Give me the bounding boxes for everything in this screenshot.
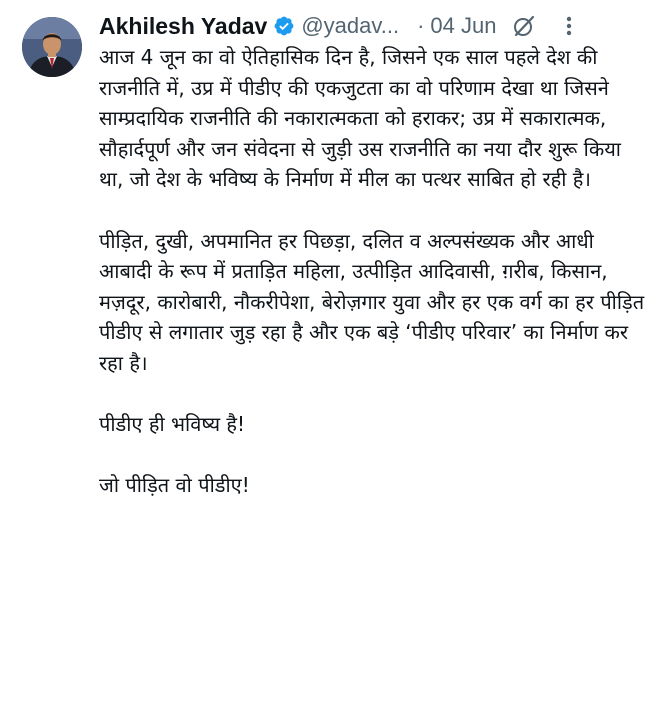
tweet-paragraph: आज 4 जून का वो ऐतिहासिक दिन है, जिसने एक साल पहले देश की राजनीति में, उप्र में पीडीए की एकजुटता का वो परिणाम देखा था जिसने साम्प्रदायिक राजनीति की नकारात्मकता को हराकर; उप्र में सकारात्मक, सौहार्दपूर्ण और जन संवेदना से जुड़ी उस राजनीति का नया दौर शुरू किया था, जो देश के भविष्य के निर्माण में मील का पत्थर साबित हो रही है। (99, 45, 621, 192)
separator-dot: · (417, 13, 425, 38)
avatar-photo (22, 17, 82, 77)
avatar[interactable] (22, 17, 82, 77)
author-handle[interactable]: @yadav... (301, 13, 400, 38)
tweet-text (99, 42, 647, 501)
tweet-date[interactable]: 04 Jun (430, 13, 497, 38)
verified-badge-icon (273, 15, 295, 37)
tweet-paragraph: पीडीए ही भविष्य है! (99, 412, 246, 437)
author-name[interactable]: Akhilesh Yadav (99, 12, 268, 39)
grok-icon[interactable] (512, 14, 536, 38)
tweet-header (99, 8, 644, 44)
tweet-paragraph: पीड़ित, दुखी, अपमानित हर पिछड़ा, दलित व अल्पसंख्यक और आधी आबादी के रूप में प्रताड़ित महिला, उत्पीड़ित आदिवासी, ग़रीब, किसान, मज़दूर, कारोबारी, नौकरीपेशा, बेरोज़गार युवा और हर एक वर्ग का हर पीड़ित पीडीए से लगातार जुड़ रहा है और एक बड़े ‘पीडीए परिवार’ का निर्माण कर रहा है। (99, 228, 645, 375)
tweet-paragraph: जो पीड़ित वो पीडीए! (99, 473, 250, 498)
more-icon[interactable] (558, 15, 580, 37)
